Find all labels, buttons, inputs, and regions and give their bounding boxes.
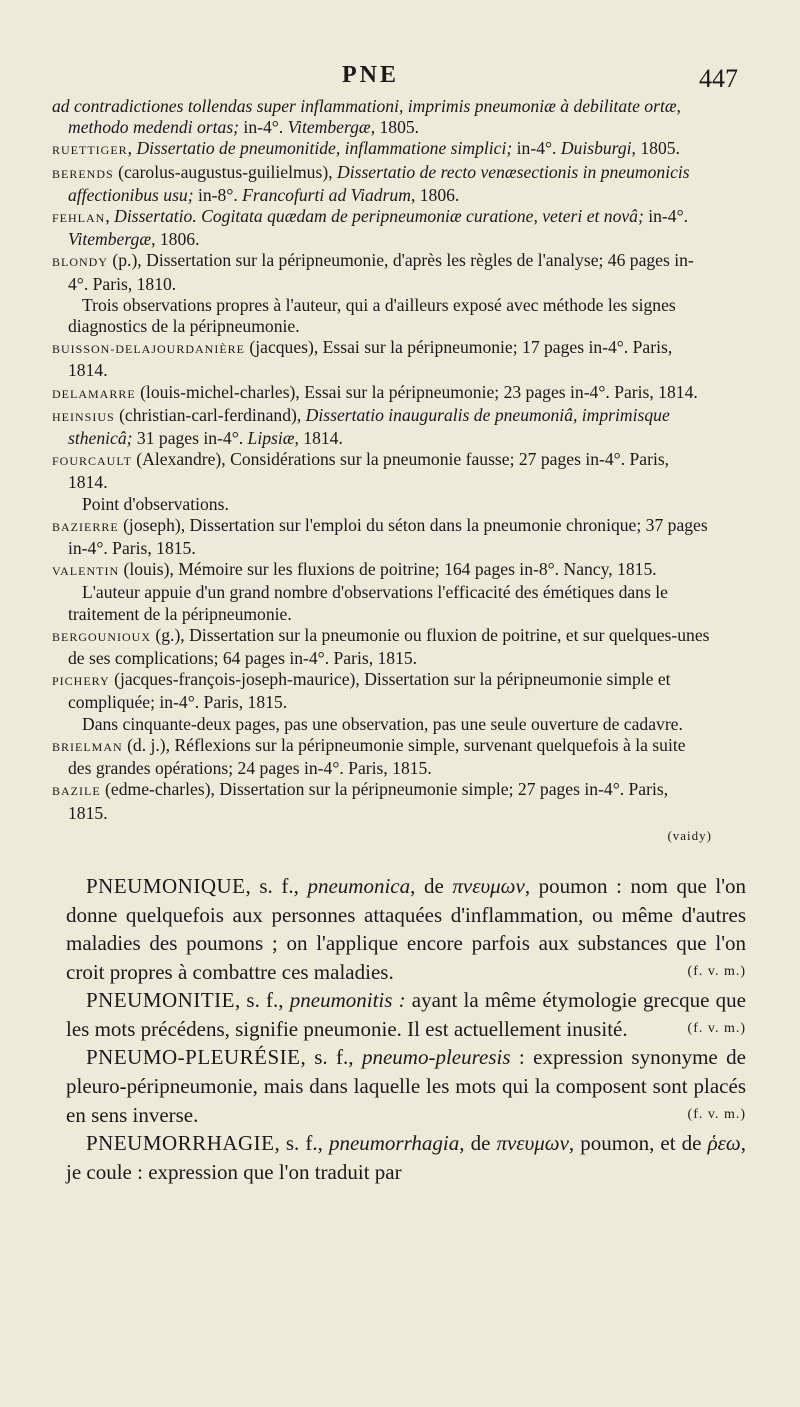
- dictionary-articles: [66, 872, 746, 1187]
- definition-text: , poumon : nom que l'on donne quelquefois aux personnes attaquées d'inflammation, ou même d'autres maladies des poumons ; on l'applique encore parfois aux substances que l'on croit propres à combattre ces maladies.: [66, 873, 746, 984]
- headword: PNEUMONITIE: [86, 988, 235, 1013]
- entry-author: BAZIERRE: [52, 519, 119, 534]
- entry-author: VALENTIN: [52, 564, 120, 579]
- latin-term: pneumonitis :: [289, 988, 406, 1013]
- dictionary-article: [66, 1043, 746, 1129]
- author-signature: (f. v. m.): [687, 963, 746, 979]
- entry-author: BAZILE: [52, 784, 101, 799]
- entry-author: BERENDS: [52, 166, 114, 181]
- entry-author-names: (p.),: [108, 250, 147, 271]
- bib-entry: [52, 779, 712, 823]
- bib-entry: [52, 449, 712, 493]
- entry-author-names: (d. j.),: [122, 734, 175, 755]
- entry-author-names: (Alexandre),: [131, 449, 231, 470]
- entry-text: Essai sur la péripneumonie; 17 pages in-4°. Paris, 1814.: [68, 337, 673, 381]
- page-number: 447: [699, 64, 738, 93]
- bib-entry: [52, 138, 712, 161]
- entry-text: Dissertation sur la péripneumonie simple et compliquée; in-4°. Paris, 1815.: [68, 669, 671, 713]
- bibliography-signature-line: [52, 824, 712, 846]
- greek-term: πνευμων: [452, 873, 525, 898]
- entry-author-names: (louis-michel-charles),: [135, 381, 305, 402]
- entry-note: Point d'observations.: [82, 493, 229, 514]
- greek-term: ῥεω: [707, 1131, 741, 1156]
- entry-text: Dissertation sur la péripneumonie, d'après les règles de l'analyse; 46 pages in-4°. Paris, 1810.: [68, 250, 694, 294]
- entry-date: , 1814.: [294, 428, 343, 449]
- entry-text: Considérations sur la pneumonie fausse; 27 pages in-4°. Paris, 1814.: [68, 449, 670, 493]
- entry-place: Vitembergæ: [68, 229, 152, 250]
- latin-term: pneumo-pleuresis: [361, 1045, 511, 1070]
- bib-entry: [52, 559, 712, 582]
- entry-author: BLONDY: [52, 255, 108, 270]
- entry-author: RUETTIGER: [52, 143, 128, 158]
- entry-text: Essai sur la péripneumonie; 23 pages in-4°. Paris, 1814.: [304, 381, 698, 402]
- entry-author: DELAMARRE: [52, 386, 136, 401]
- headword: PNEUMO-PLEURÉSIE: [86, 1045, 301, 1070]
- entry-author-names: (christian-carl-ferdinand),: [114, 404, 306, 425]
- entry-note: Dans cinquante-deux pages, pas une observation, pas une seule ouverture de cadavre.: [82, 713, 683, 734]
- bib-entry: [52, 250, 712, 294]
- entry-date: , 1805.: [631, 138, 680, 159]
- entry-author: FEHLAN: [52, 211, 106, 226]
- entry-note: Trois observations propres à l'auteur, qui a d'ailleurs exposé avec méthode les signes diagnostics de la péripneumonie.: [68, 294, 676, 337]
- entry-format: in-4°.: [643, 206, 689, 227]
- entry-author: FOURCAULT: [52, 454, 132, 469]
- entry-note: L'auteur appuie d'un grand nombre d'observations l'efficacité des émétiques dans le traitement de la péripneumonie.: [68, 582, 668, 624]
- entry-date: , 1806.: [410, 184, 460, 205]
- page-header: [50, 62, 738, 96]
- entry-author-names: (louis),: [119, 559, 179, 580]
- entry-author-names: (joseph),: [118, 514, 190, 535]
- entry-date: , 1805.: [370, 117, 420, 138]
- entry-author: HEINSIUS: [52, 409, 115, 424]
- running-head: PNE: [342, 62, 399, 88]
- entry-place: Lipsiæ: [247, 428, 295, 449]
- entry-format: in-8°.: [193, 184, 243, 205]
- entry-author: BRIELMAN: [52, 739, 123, 754]
- headword: PNEUMORRHAGIE: [86, 1131, 275, 1156]
- definition-text: ayant la même étymologie grecque que les mots précédens, signifie pneumonie. Il est actuellement inusité.: [66, 988, 746, 1041]
- dictionary-article: [66, 1129, 746, 1186]
- bib-entry: [52, 382, 712, 405]
- entry-format: in-4°.: [239, 117, 288, 138]
- entry-author-names: (jacques),: [245, 337, 323, 358]
- dictionary-article: [66, 872, 746, 986]
- entry-text: Réflexions sur la péripneumonie simple, survenant quelquefois à la suite des grandes opérations; 24 pages in-4°. Paris, 1815.: [68, 734, 686, 779]
- headword: PNEUMONIQUE: [86, 873, 246, 898]
- entry-text: Dissertation sur la pneumonie ou fluxion de poitrine, et sur quelques-unes de ses complications; 64 pages in-4°. Paris, 1815.: [68, 624, 710, 669]
- bib-entry: [52, 625, 712, 669]
- entry-text: Dissertation sur la péripneumonie simple; 27 pages in-4°. Paris, 1815.: [68, 779, 669, 823]
- entry-place: Francofurti ad Viadrum: [242, 184, 411, 205]
- entry-author-names: (edme-charles),: [100, 779, 220, 800]
- entry-format: in-4°.: [512, 138, 561, 159]
- dictionary-article: [66, 986, 746, 1043]
- grammar-label: , s. f.,: [274, 1131, 329, 1156]
- entry-title: Dissertatio inauguralis de pneumoniâ, imprimisque sthenicâ;: [68, 404, 670, 449]
- grammar-label: , s. f.,: [245, 873, 308, 898]
- definition-text: , je coule : expression que l'on traduit par: [66, 1131, 746, 1184]
- entry-text: Dissertation sur l'emploi du séton dans la pneumonie chronique; 37 pages in-4°. Paris, 1815.: [68, 514, 708, 559]
- entry-place: Vitembergæ: [287, 117, 371, 138]
- bib-entry: [52, 337, 712, 381]
- greek-term: πνευμων: [496, 1131, 569, 1156]
- entry-text: Mémoire sur les fluxions de poitrine; 164 pages in-8°. Nancy, 1815.: [178, 559, 657, 580]
- entry-title: Dissertatio de recto venæsectionis in pneumonicis affectionibus usu;: [68, 161, 690, 205]
- etymology-text: , de: [459, 1131, 497, 1156]
- entry-sep: ,: [105, 206, 115, 227]
- entry-sep: ,: [127, 138, 137, 159]
- entry-format: 31 pages in-4°.: [132, 428, 248, 449]
- entry-author-names: (carolus-augustus-guilielmus),: [113, 161, 337, 182]
- bib-entry: [52, 735, 712, 779]
- author-signature: (f. v. m.): [687, 1106, 746, 1122]
- grammar-label: , s. f.,: [234, 988, 290, 1013]
- bib-entry: [52, 669, 712, 713]
- entry-place: Duisburgi: [560, 138, 632, 159]
- author-signature: (vaidy): [667, 827, 712, 843]
- author-signature: (f. v. m.): [687, 1020, 746, 1036]
- etymology-text: , de: [410, 873, 453, 898]
- definition-text: : expression synonyme de pleuro-péripneumonie, mais dans laquelle les mots qui la composent sont placés en sens inverse.: [66, 1045, 747, 1127]
- bib-entry: [52, 405, 712, 449]
- bib-entry: [52, 96, 712, 138]
- grammar-label: , s. f.,: [300, 1045, 362, 1070]
- bibliography: [52, 96, 712, 846]
- entry-author: PICHERY: [52, 674, 110, 689]
- entry-author: BUISSON-DELAJOURDANIÈRE: [52, 342, 245, 357]
- entry-author-names: (jacques-françois-joseph-maurice),: [109, 669, 365, 690]
- entry-author-names: (g.),: [151, 624, 190, 645]
- entry-title: ad contradictiones tollendas super inflammationi, imprimis pneumoniæ à debilitate ortæ, methodo medendi ortas;: [52, 96, 681, 138]
- latin-term: pneumonica: [307, 873, 411, 898]
- entry-author: BERGOUNIOUX: [52, 629, 151, 644]
- bib-entry: [52, 206, 712, 250]
- definition-text: , poumon, et de: [568, 1131, 708, 1156]
- entry-title: Dissertatio de pneumonitide, inflammatione simplici;: [136, 138, 513, 159]
- entry-date: , 1806.: [151, 229, 200, 250]
- latin-term: pneumorrhagia: [328, 1131, 460, 1156]
- bib-entry: [52, 515, 712, 559]
- bib-entry: [52, 162, 712, 206]
- entry-title: Dissertatio. Cogitata quædam de peripneumoniæ curatione, veteri et novâ;: [114, 206, 644, 227]
